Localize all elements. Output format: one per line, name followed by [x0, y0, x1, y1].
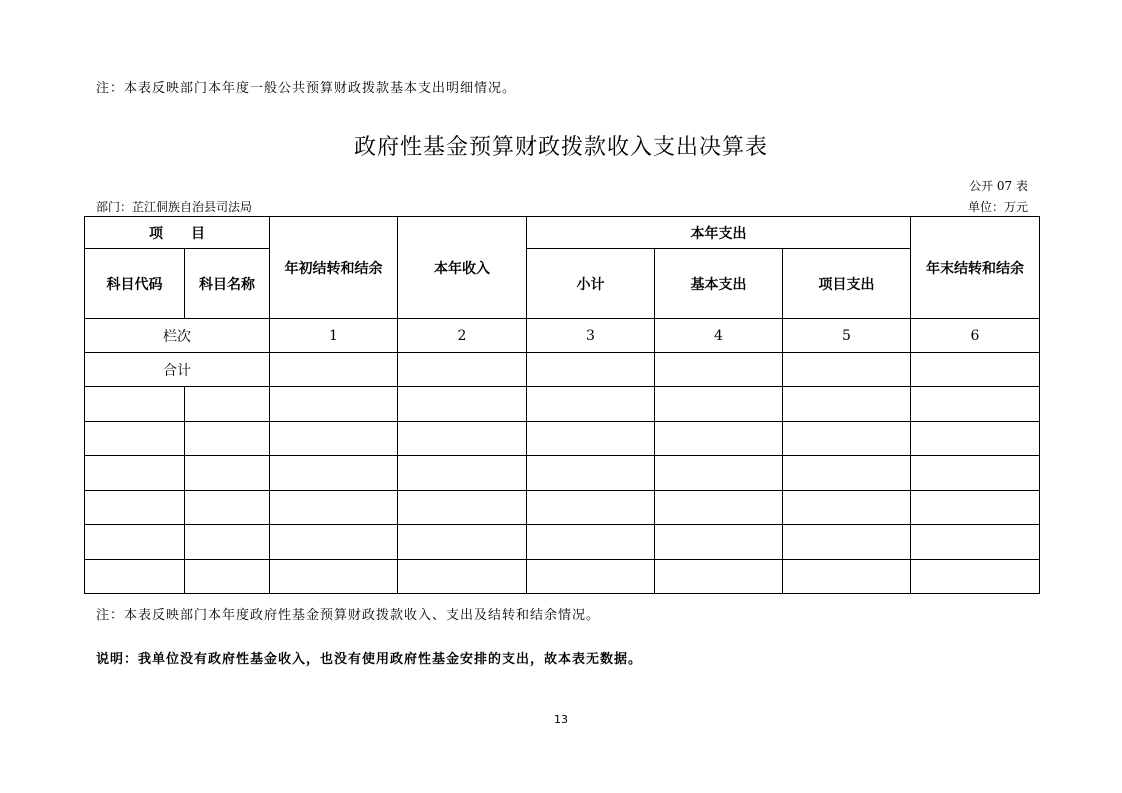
empty-cell [527, 560, 655, 594]
empty-cell [270, 525, 398, 560]
total-label-cell: 合计 [85, 353, 270, 387]
empty-cell [270, 422, 398, 456]
empty-cell [911, 560, 1040, 594]
empty-cell [185, 525, 270, 560]
form-number: 公开 07 表 [969, 179, 1028, 193]
empty-cell [85, 422, 185, 456]
empty-cell [527, 525, 655, 560]
column-number-cell: 5 [783, 319, 911, 353]
empty-cell [783, 353, 911, 387]
column-number-cell: 6 [911, 319, 1040, 353]
header-opening-balance: 年初结转和结余 [270, 217, 398, 319]
empty-cell [655, 387, 783, 422]
empty-cell [85, 387, 185, 422]
table-row-column-numbers [85, 319, 1040, 353]
empty-cell [185, 560, 270, 594]
empty-cell [398, 491, 527, 525]
empty-cell [783, 525, 911, 560]
empty-cell [911, 525, 1040, 560]
department-label: 部门：芷江侗族自治县司法局 [96, 200, 253, 214]
header-expense: 本年支出 [527, 217, 911, 249]
empty-cell [270, 353, 398, 387]
empty-cell [270, 387, 398, 422]
page-number: 13 [554, 713, 568, 726]
empty-cell [527, 387, 655, 422]
empty-cell [270, 456, 398, 491]
empty-cell [185, 387, 270, 422]
empty-cell [527, 353, 655, 387]
page-title: 政府性基金预算财政拨款收入支出决算表 [353, 135, 768, 160]
empty-cell [398, 353, 527, 387]
empty-cell [527, 491, 655, 525]
column-number-cell: 1 [270, 319, 398, 353]
empty-cell [911, 387, 1040, 422]
empty-cell [398, 422, 527, 456]
header-item: 项 目 [85, 217, 270, 249]
empty-cell [783, 491, 911, 525]
empty-cell [270, 491, 398, 525]
empty-cell [911, 353, 1040, 387]
empty-cell [655, 525, 783, 560]
empty-cell [655, 422, 783, 456]
empty-cell [783, 456, 911, 491]
header-closing-balance: 年末结转和结余 [911, 217, 1040, 319]
table-row [85, 560, 1040, 594]
empty-cell [270, 560, 398, 594]
empty-cell [85, 525, 185, 560]
empty-cell [655, 456, 783, 491]
empty-cell [398, 560, 527, 594]
column-label-cell: 栏次 [85, 319, 270, 353]
bottom-note: 注：本表反映部门本年度政府性基金预算财政拨款收入、支出及结转和结余情况。 [96, 608, 601, 623]
empty-cell [527, 422, 655, 456]
empty-cell [655, 560, 783, 594]
empty-cell [655, 491, 783, 525]
table-row [85, 491, 1040, 525]
column-number-cell: 4 [655, 319, 783, 353]
header-subtotal: 小计 [527, 249, 655, 319]
table-row [85, 456, 1040, 491]
empty-cell [398, 525, 527, 560]
table-row [85, 525, 1040, 560]
empty-cell [911, 456, 1040, 491]
empty-cell [398, 456, 527, 491]
empty-cell [783, 422, 911, 456]
column-number-cell: 2 [398, 319, 527, 353]
header-subject-code: 科目代码 [85, 249, 185, 319]
explanation-text: 说明：我单位没有政府性基金收入，也没有使用政府性基金安排的支出，故本表无数据。 [96, 652, 643, 667]
header-income: 本年收入 [398, 217, 527, 319]
empty-cell [911, 422, 1040, 456]
table-row [85, 387, 1040, 422]
unit-label: 单位：万元 [967, 200, 1028, 214]
empty-cell [185, 422, 270, 456]
empty-cell [655, 353, 783, 387]
empty-cell [783, 387, 911, 422]
header-basic: 基本支出 [655, 249, 783, 319]
empty-cell [85, 560, 185, 594]
column-number-cell: 3 [527, 319, 655, 353]
empty-cell [527, 456, 655, 491]
header-project: 项目支出 [783, 249, 911, 319]
empty-cell [185, 456, 270, 491]
empty-cell [911, 491, 1040, 525]
empty-cell [398, 387, 527, 422]
empty-cell [85, 491, 185, 525]
top-note: 注：本表反映部门本年度一般公共预算财政拨款基本支出明细情况。 [96, 81, 517, 96]
table-row [85, 422, 1040, 456]
budget-table [84, 216, 1040, 594]
empty-cell [185, 491, 270, 525]
table-row-total [85, 353, 1040, 387]
empty-cell [85, 456, 185, 491]
header-subject-name: 科目名称 [185, 249, 270, 319]
empty-cell [783, 560, 911, 594]
